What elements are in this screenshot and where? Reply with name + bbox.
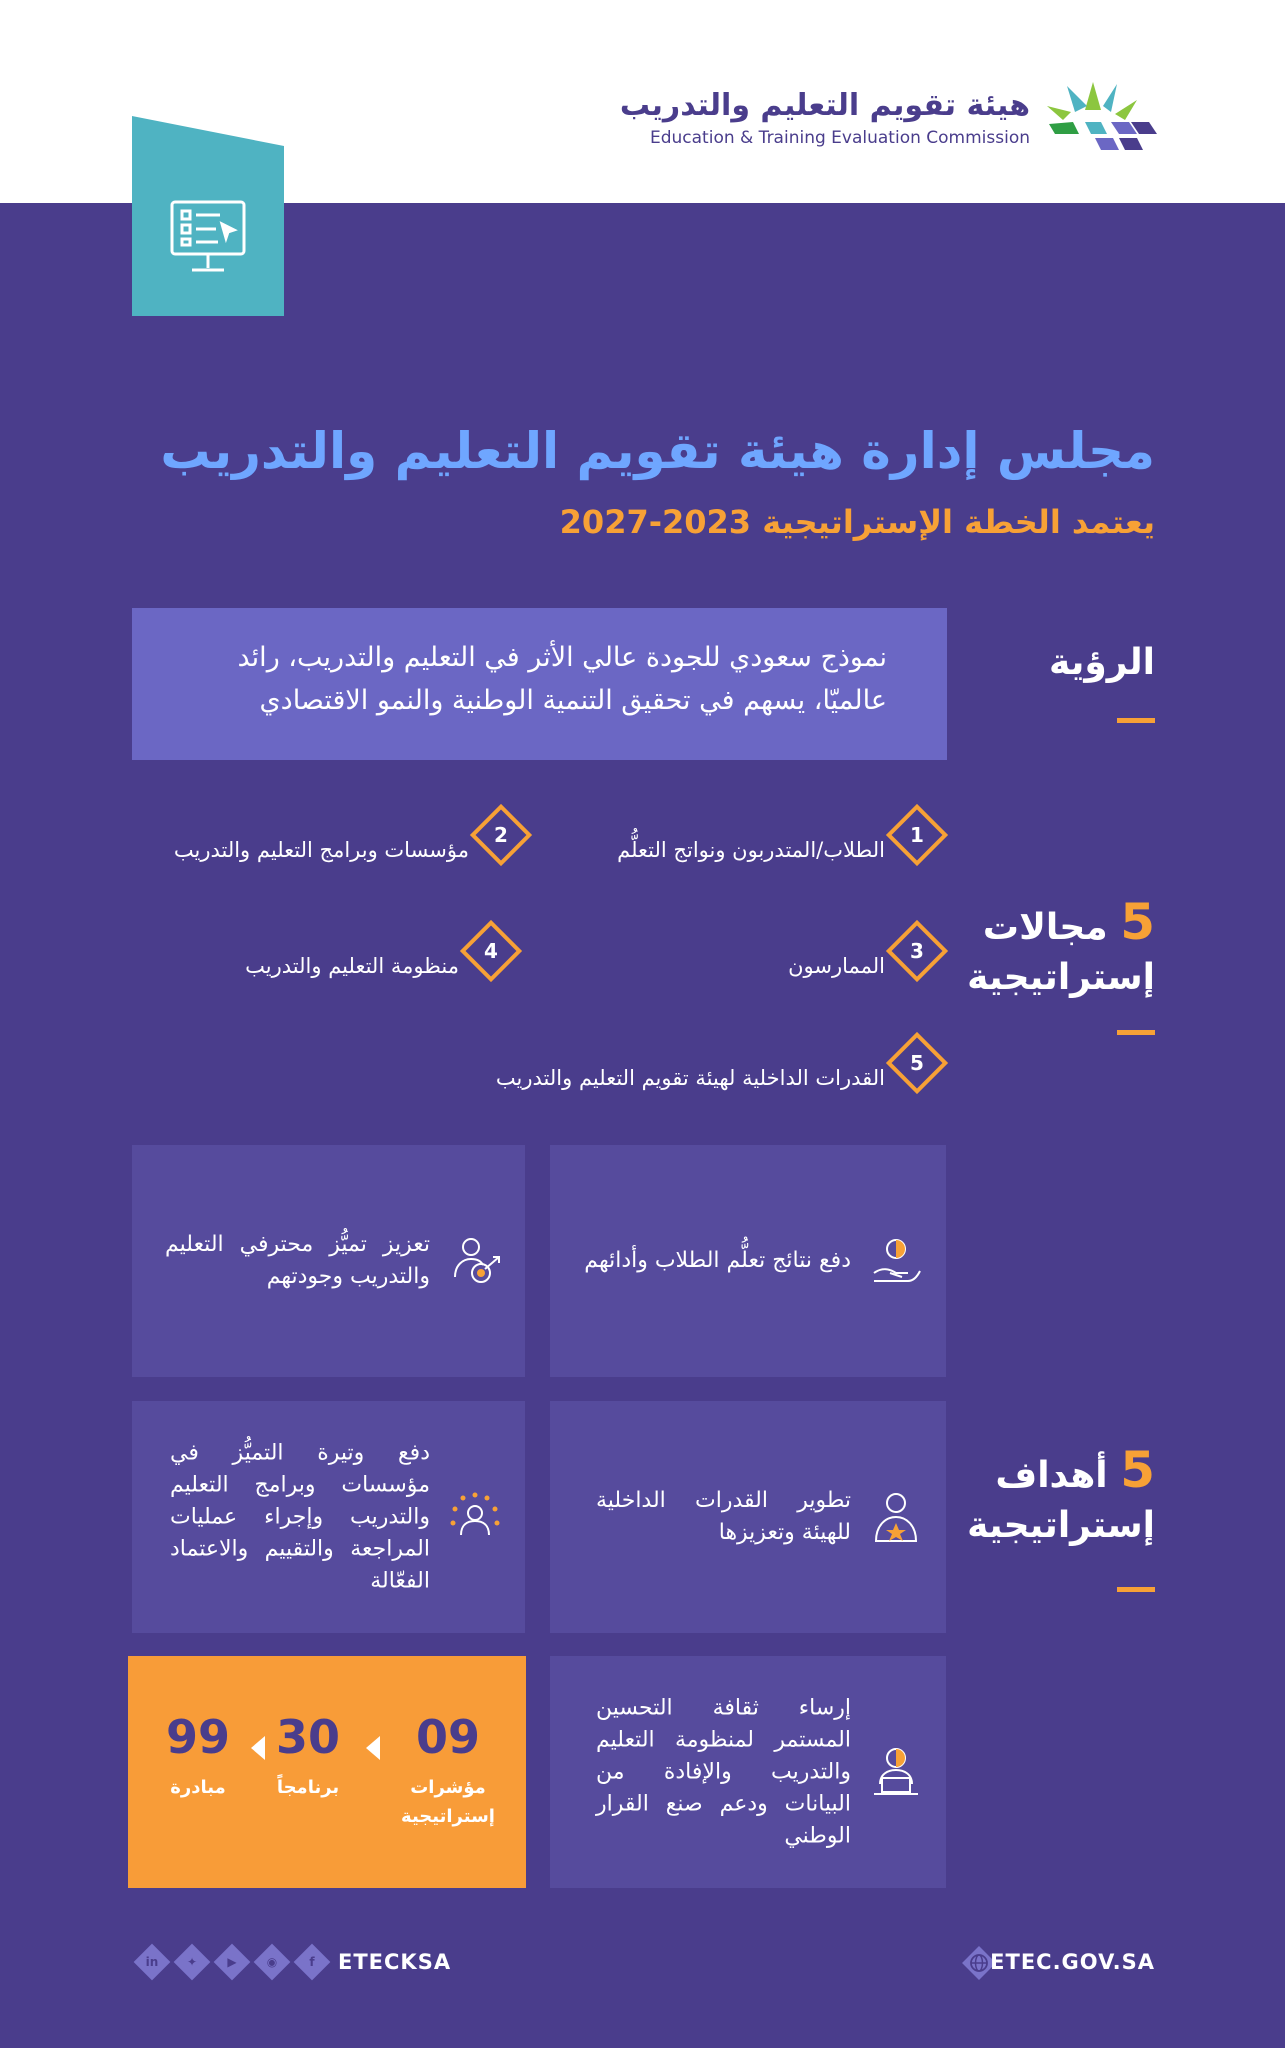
domain-text: الممارسون <box>788 954 885 978</box>
stat-value: 30 <box>275 1710 340 1764</box>
domain-item-2 <box>174 808 523 862</box>
goals-label-line1: أهداف <box>995 1455 1108 1496</box>
stat-label: مؤشرات إستراتيجية <box>401 1777 495 1827</box>
domains-label <box>967 890 1155 1002</box>
arrow-left-icon <box>251 1736 265 1760</box>
page-title: مجلس إدارة هيئة تقويم التعليم والتدريب <box>160 422 1155 480</box>
goal-text: إرساء ثقافة التحسين المستمر لمنظومة التعليم والتدريب والإفادة من البيانات ودعم صنع القرار الوطني <box>596 1695 851 1848</box>
org-name-arabic: هيئة تقويم التعليم والتدريب <box>619 88 1030 123</box>
domains-dash <box>1117 1030 1155 1035</box>
stat-value: 09 <box>415 1710 480 1764</box>
stat-programs <box>263 1710 353 1803</box>
youtube-icon[interactable]: ▶ <box>214 1944 250 1980</box>
hand-person-icon <box>868 1233 924 1289</box>
domain-number-badge: 4 <box>460 920 522 982</box>
domain-text: الطلاب/المتدربون ونواتج التعلُّم <box>617 838 885 862</box>
org-name-english: Education & Training Evaluation Commission <box>649 128 1030 148</box>
domains-label-line1: مجالات <box>982 907 1108 948</box>
arrow-left-icon <box>366 1736 380 1760</box>
domains-count: 5 <box>1120 893 1155 951</box>
stat-label: برنامجاً <box>276 1777 340 1798</box>
domain-item-3 <box>788 924 939 978</box>
goal-text: دفع وتيرة التميُّز في مؤسسات وبرامج التعليم والتدريب وإجراء عمليات المراجعة والتقييم والاعتماد الفعّالة <box>170 1440 430 1593</box>
person-laptop-icon <box>868 1744 924 1800</box>
page-subtitle: يعتمد الخطة الإستراتيجية 2023-2027 <box>559 503 1155 541</box>
stats-box <box>128 1656 526 1888</box>
vision-label: الرؤية <box>1049 642 1155 683</box>
domain-number-badge: 5 <box>886 1032 948 1094</box>
facebook-icon[interactable]: f <box>294 1944 330 1980</box>
vision-text: نموذج سعودي للجودة عالي الأثر في التعليم والتدريب، رائد عالميّا، يسهم في تحقيق التنمية الوطنية والنمو الاقتصادي <box>237 642 887 717</box>
domain-item-5 <box>496 1036 939 1090</box>
goal-text: دفع نتائج تعلُّم الطلاب وأدائهم <box>584 1248 851 1274</box>
goals-label <box>967 1438 1155 1550</box>
stat-value: 99 <box>165 1710 230 1764</box>
domain-text: القدرات الداخلية لهيئة تقويم التعليم والتدريب <box>495 1066 885 1090</box>
social-handle[interactable]: ETECKSA <box>338 1950 452 1974</box>
domain-number-badge: 1 <box>886 804 948 866</box>
social-icons <box>134 1944 330 1980</box>
domain-item-4 <box>245 924 513 978</box>
stat-indicators <box>393 1710 503 1832</box>
goal-card-2 <box>132 1145 525 1377</box>
twitter-icon[interactable]: ✦ <box>174 1944 210 1980</box>
domains-label-line2: إستراتيجية <box>967 957 1155 998</box>
goal-text: تعزيز تميُّز محترفي التعليم والتدريب وجودتهم <box>165 1232 430 1289</box>
goal-card-1 <box>550 1145 946 1377</box>
stat-initiatives <box>153 1710 243 1803</box>
vision-box <box>132 608 947 760</box>
goals-dash <box>1117 1587 1155 1592</box>
domain-text: منظومة التعليم والتدريب <box>245 954 459 978</box>
person-stars-icon <box>447 1489 503 1545</box>
person-star-icon <box>868 1489 924 1545</box>
person-target-icon <box>447 1233 503 1289</box>
goal-card-3 <box>550 1401 946 1633</box>
domain-number-badge: 3 <box>886 920 948 982</box>
linkedin-icon[interactable]: in <box>134 1944 170 1980</box>
goal-card-5 <box>550 1656 946 1888</box>
vision-dash <box>1117 718 1155 723</box>
goals-label-line2: إستراتيجية <box>967 1505 1155 1546</box>
goals-count: 5 <box>1120 1441 1155 1499</box>
domain-text: مؤسسات وبرامج التعليم والتدريب <box>173 838 469 862</box>
etec-logo-icon <box>1045 72 1157 152</box>
domain-number-badge: 2 <box>470 804 532 866</box>
checklist-monitor-icon <box>168 198 248 278</box>
stat-label: مبادرة <box>170 1777 226 1798</box>
website-link[interactable]: ETEC.GOV.SA <box>990 1950 1155 1974</box>
instagram-icon[interactable]: ◉ <box>254 1944 290 1980</box>
domain-item-1 <box>617 808 939 862</box>
goal-card-4 <box>132 1401 525 1633</box>
goal-text: تطوير القدرات الداخلية للهيئة وتعزيزها <box>596 1488 851 1545</box>
